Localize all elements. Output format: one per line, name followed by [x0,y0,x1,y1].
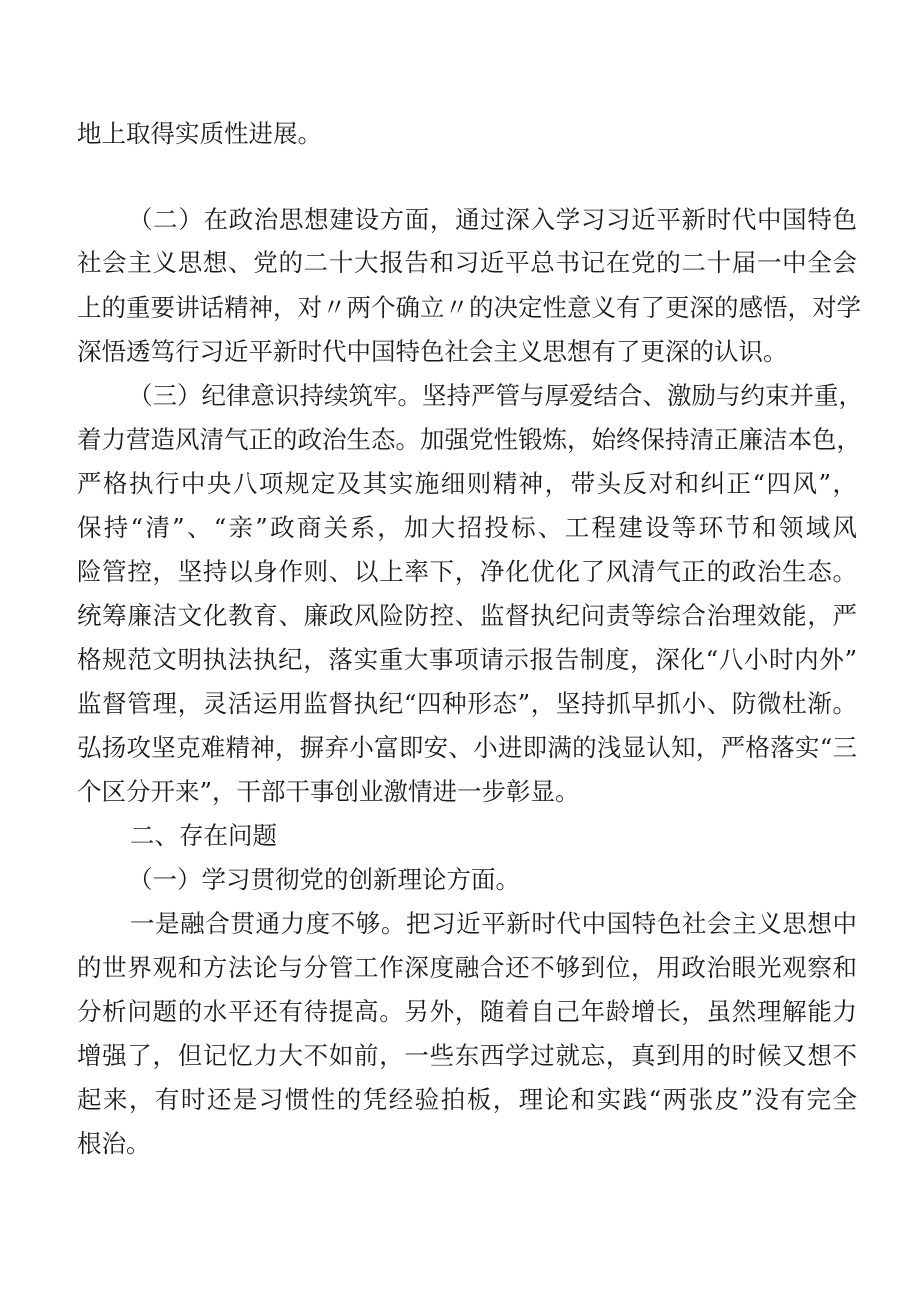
text-line: 统筹廉洁文化教育、廉政风险防控、监督执纪问责等综合治理效能，严 [77,601,857,630]
subsection-heading: （一）学习贯彻党的创新理论方面。 [128,865,520,894]
text-line: 严格执行中央八项规定及其实施细则精神，带头反对和纠正“四风”， [77,469,857,498]
section-heading: 二、存在问题 [130,821,277,850]
text-line: 地上取得实质性进展。 [77,119,322,148]
text-line: 社会主义思想、党的二十大报告和习近平总书记在党的二十届一中全会 [77,248,857,277]
text-line: 个区分开来”，干部干事创业激情进一步彰显。 [77,777,580,806]
text-line: 监督管理，灵活运用监督执纪“四种形态”，坚持抓早抓小、防微杜渐。 [77,689,857,718]
text-line: 弘扬攻坚克难精神，摒弃小富即安、小进即满的浅显认知，严格落实“三 [77,733,857,762]
text-line: 根治。 [77,1129,151,1158]
text-line: 起来，有时还是习惯性的凭经验拍板，理论和实践“两张皮”没有完全 [77,1085,857,1114]
text-line: 一是融合贯通力度不够。把习近平新时代中国特色社会主义思想中 [130,909,857,938]
text-line: 深悟透笃行习近平新时代中国特色社会主义思想有了更深的认识。 [77,337,788,366]
text-line: 格规范文明执法执纪，落实重大事项请示报告制度，深化“八小时内外” [77,645,857,674]
text-line: 分析问题的水平还有待提高。另外，随着自己年龄增长，虽然理解能力 [77,997,857,1026]
text-line: （三）纪律意识持续筑牢。坚持严管与厚爱结合、激励与约束并重， [128,381,863,410]
text-line: （二）在政治思想建设方面，通过深入学习习近平新时代中国特色 [128,205,857,234]
text-line: 增强了，但记忆力大不如前，一些东西学过就忘，真到用的时候又想不 [77,1041,857,1070]
text-line: 的世界观和方法论与分管工作深度融合还不够到位，用政治眼光观察和 [77,953,857,982]
text-line: 上的重要讲话精神，对〃两个确立〃的决定性意义有了更深的感悟，对学 [77,293,861,322]
text-line: 险管控，坚持以身作则、以上率下，净化优化了风清气正的政治生态。 [77,557,857,586]
text-line: 着力营造风清气正的政治生态。加强党性锻炼，始终保持清正廉洁本色， [77,425,861,454]
text-line: 保持“清”、“亲”政商关系，加大招投标、工程建设等环节和领域风 [77,513,857,542]
